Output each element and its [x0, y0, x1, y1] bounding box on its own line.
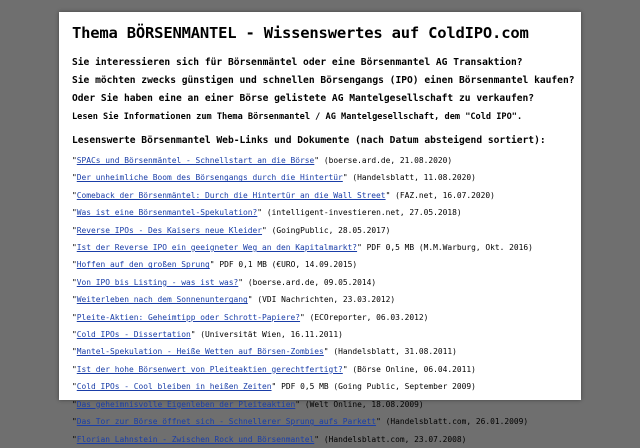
list-item: "Weiterleben nach dem Sonnenuntergang" (VDI Nachrichten, 23.03.2012) [72, 295, 396, 305]
link-source: (boerse.ard.de, 21.08.2020) [323, 156, 453, 165]
article-link[interactable]: Weiterleben nach dem Sonnenuntergang [76, 295, 248, 305]
link-source: (ECOreporter, 06.03.2012) [309, 312, 429, 322]
link-source: PDF 0,5 MB (M.M.Warburg, Okt. 2016) [366, 243, 533, 253]
link-source: PDF 0,5 MB (Going Public, September 2009) [281, 382, 476, 392]
intro-text [72, 54, 575, 126]
list-item: "Ist der Reverse IPO ein geeigneter Weg an den Kapitalmarkt?" PDF 0,5 MB (M.M.Warburg, Okt. 2016) [72, 243, 533, 253]
intro-line: Oder Sie haben eine an einer Börse gelistete AG Mantelgesellschaft zu verkaufen? [72, 93, 535, 104]
link-source: (Handelsblatt, 11.08.2020) [352, 173, 476, 183]
list-item: "Das geheimnisvolle Eigenleben der Pleiteaktien" (Welt Online, 18.08.2009) [72, 399, 424, 409]
article-link[interactable]: Der unheimliche Boom des Börsengangs durch die Hintertür [76, 173, 343, 183]
content-page [59, 12, 581, 444]
article-link[interactable]: Was ist eine Börsenmantel-Spekulation? [76, 208, 258, 218]
intro-line: Lesen Sie Informationen zum Thema Börsenmantel / AG Mantelgesellschaft, dem "Cold IPO". [72, 112, 523, 122]
article-link[interactable]: Cold IPOs - Cool bleiben in heißen Zeiten [76, 382, 272, 392]
article-link[interactable]: Cold IPOs - Dissertation [76, 330, 191, 340]
list-item: "Cold IPOs - Dissertation" (Universität Wien, 16.11.2011) [72, 330, 343, 340]
list-item: "SPACs und Börsenmäntel - Schnellstart an die Börse" (boerse.ard.de, 21.08.2020) [72, 156, 453, 165]
link-source: (Welt Online, 18.08.2009) [304, 399, 424, 409]
link-source: (boerse.ard.de, 09.05.2014) [247, 277, 377, 287]
list-item: "Das Tor zur Börse öffnet sich - Schnellerer Sprung aufs Parkett" (Handelsblatt.com, 26.01.2009) [72, 417, 529, 427]
article-link[interactable]: Hoffen auf den großen Sprung [76, 260, 210, 270]
list-item: "Hoffen auf den großen Sprung" PDF 0,1 MB (€URO, 14.09.2015) [72, 260, 358, 270]
link-source: (Börse Online, 06.04.2011) [352, 364, 476, 374]
article-link[interactable]: Das Tor zur Börse öffnet sich - Schnellerer Sprung aufs Parkett [76, 417, 377, 427]
page-title: Thema BÖRSENMANTEL - Wissenswertes auf ColdIPO.com [72, 24, 529, 42]
article-link[interactable]: Von IPO bis Listing - was ist was? [76, 277, 239, 287]
link-source: (Universität Wien, 16.11.2011) [200, 330, 343, 340]
list-item: "Pleite-Aktien: Geheimtipp oder Schrott-Papiere?" (ECOreporter, 06.03.2012) [72, 312, 429, 322]
link-source: (GoingPublic, 28.05.2017) [271, 225, 391, 235]
article-link[interactable]: Florian Lahnstein - Zwischen Rock und Börsenmantel [76, 434, 315, 444]
intro-line: Sie interessieren sich für Börsenmäntel oder eine Börsenmantel AG Transaktion? [72, 57, 523, 68]
intro-line: Sie möchten zwecks günstigen und schnellen Börsengangs (IPO) einen Börsenmantel kaufen? [72, 75, 575, 86]
article-link[interactable]: Ist der Reverse IPO ein geeigneter Weg an den Kapitalmarkt? [76, 243, 358, 253]
article-link[interactable]: Reverse IPOs - Des Kaisers neue Kleider [76, 225, 263, 235]
article-link[interactable]: SPACs und Börsenmäntel - Schnellstart an die Börse [76, 156, 315, 165]
list-item: "Von IPO bis Listing - was ist was?" (boerse.ard.de, 09.05.2014) [72, 277, 377, 287]
list-item: "Cold IPOs - Cool bleiben in heißen Zeiten" PDF 0,5 MB (Going Public, September 2009) [72, 382, 476, 392]
link-source: PDF 0,1 MB (€URO, 14.09.2015) [219, 260, 358, 270]
link-source: (FAZ.net, 16.07.2020) [395, 190, 495, 200]
link-source: (Handelsblatt, 31.08.2011) [333, 347, 457, 357]
link-source: (VDI Nachrichten, 23.03.2012) [257, 295, 396, 305]
list-item: "Florian Lahnstein - Zwischen Rock und Börsenmantel" (Handelsblatt.com, 23.07.2008) [72, 434, 467, 444]
article-link[interactable]: Pleite-Aktien: Geheimtipp oder Schrott-Papiere? [76, 312, 301, 322]
list-item: "Reverse IPOs - Des Kaisers neue Kleider" (GoingPublic, 28.05.2017) [72, 225, 391, 235]
links-heading: Lesenswerte Börsenmantel Web-Links und Dokumente (nach Datum absteigend sortiert): [72, 135, 546, 146]
article-link[interactable]: Mantel-Spekulation - Heiße Wetten auf Börsen-Zombies [76, 347, 324, 357]
article-link[interactable]: Comeback der Börsenmäntel: Durch die Hintertür an die Wall Street [76, 190, 386, 200]
list-item: "Mantel-Spekulation - Heiße Wetten auf Börsen-Zombies" (Handelsblatt, 31.08.2011) [72, 347, 457, 357]
links-list [72, 152, 571, 448]
link-source: (Handelsblatt.com, 23.07.2008) [323, 434, 467, 444]
link-source: (Handelsblatt.com, 26.01.2009) [385, 417, 529, 427]
list-item: "Was ist eine Börsenmantel-Spekulation?" (intelligent-investieren.net, 27.05.2018) [72, 208, 462, 218]
list-item: "Comeback der Börsenmäntel: Durch die Hintertür an die Wall Street" (FAZ.net, 16.07.2020) [72, 190, 495, 200]
link-source: (intelligent-investieren.net, 27.05.2018) [266, 208, 462, 218]
article-link[interactable]: Ist der hohe Börsenwert von Pleiteaktien gerechtfertigt? [76, 364, 343, 374]
article-link[interactable]: Das geheimnisvolle Eigenleben der Pleiteaktien [76, 399, 296, 409]
list-item: "Der unheimliche Boom des Börsengangs durch die Hintertür" (Handelsblatt, 11.08.2020) [72, 173, 476, 183]
list-item: "Ist der hohe Börsenwert von Pleiteaktien gerechtfertigt?" (Börse Online, 06.04.2011) [72, 364, 476, 374]
